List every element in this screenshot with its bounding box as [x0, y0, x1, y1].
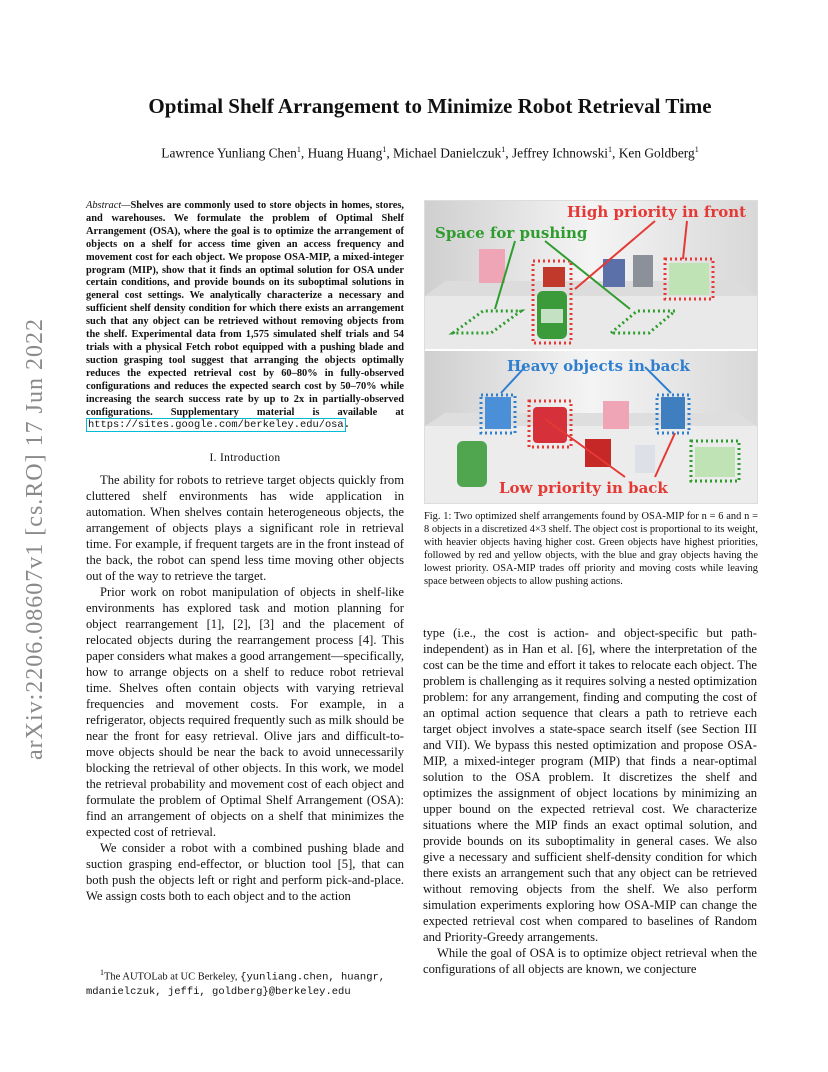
figure-caption: Fig. 1: Two optimized shelf arrangements found by OSA-MIP for n = 6 and n = 8 objects in a discretized 4×3 shelf. The object cost is proportional to its weight, with heavier objects having higher cost. Green objects have highest priorities, followed by red and yellow objects, with the blue and gray objects having the lowest priority. OSA-MIP trades off priority and moving costs while leaving space between objects to allow pushing actions. [424, 511, 758, 587]
paper-title: Optimal Shelf Arrangement to Minimize Robot Retrieval Time [148, 94, 712, 118]
footnote: $^1$The AUTOLab at UC Berkeley, {yunliang.chen, huangr, mdanielczuk, jeffi, goldberg}@berkeley.edu [86, 968, 386, 998]
left-column [86, 200, 404, 904]
label-space-pushing: Space for pushing [435, 224, 588, 242]
author: Michael Danielczuk [393, 145, 502, 161]
author-list: Lawrence Yunliang Chen$^1$, Huang Huang$^1$, Michael Danielczuk$^1$, Jeffrey Ichnowski$^1$, Ken Goldberg$^1$ [161, 145, 699, 161]
supplementary-link[interactable]: https://sites.google.com/berkeley.edu/osa [88, 419, 344, 432]
abstract-label: Abstract [86, 200, 122, 211]
paragraph: While the goal of OSA is to optimize object retrieval when the configurations of all objects are known, we conjecture [423, 946, 757, 976]
abstract: Abstract—Shelves are commonly used to store objects in homes, stores, and warehouses. We formulate the problem of Optimal Shelf Arrangement (OSA), where the goal is to optimize the arrangement of objects on a shelf for access time given an access frequency and movement cost for each object. We propose OSA-MIP, a mixed-integer program (MIP), show that it finds an optimal solution for OSA under certain conditions, and provide bounds on its suboptimal solutions in general cost settings. We analytically characterize a necessary and sufficient shelf density condition for which there exists an arrangement such that any object can be retrieved without removing objects from the shelf. Experimental data from 1,575 simulated shelf trials and 54 trials with a physical Fetch robot equipped with a pushing blade and suction grasping tool suggest that arranging the objects optimally reduces the expected retrieval cost by 60–80% in fully-observed configurations and reduces the expected search cost by 50–70% while increasing the search success rate by up to 2x in partially-observed configurations. Supplementary material is available at https://sites.google.com/berkeley.edu/osa . [86, 200, 404, 432]
shelf-illustration [425, 201, 757, 503]
author: Huang Huang [307, 145, 383, 161]
abstract-text: Shelves are commonly used to store objects in homes, stores, and warehouses. We formulate the problem of Optimal Shelf Arrangement (OSA), where the goal is to optimize the arrangement of objects on a shelf for access time given an access frequency and movement cost for each object. We propose OSA-MIP, a mixed-integer program (MIP), show that it finds an optimal solution for OSA under certain conditions, and provide bounds on its suboptimal solutions in general cost settings. We analytically characterize a necessary and sufficient shelf density condition for which there exists an arrangement such that any object can be retrieved without removing objects from the shelf. Experimental data from 1,575 simulated shelf trials and 54 trials with a physical Fetch robot equipped with a pushing blade and suction grasping tool suggest that arranging the objects optimally reduces the expected retrieval cost by 60–80% in fully-observed configurations and reduces the expected search cost by 50–70% while increasing the search success rate by up to 2x in partially-observed configurations. Supplementary material is available at [86, 200, 404, 418]
label-low-priority: Low priority in back [499, 479, 668, 497]
figure-shelf-photos [424, 200, 758, 504]
author: Lawrence Yunliang Chen [161, 145, 297, 161]
author: Ken Goldberg [618, 145, 695, 161]
section-heading: I. Introduction [209, 452, 281, 465]
paragraph: type (i.e., the cost is action- and object-specific but path-independent) as in Han et al. [6], where the interpretation of the cost can be the time and effort it takes to relocate each object. The problem is challenging as it requires solving a nested optimization problem: for any arrangement, finding and computing the cost of an optimal action sequence that clears a path to retrieve each target object involves a state-space search itself (see Section III and VII). We bypass this nested optimization and propose OSA-MIP, a mixed-integer program (MIP) that finds a near-optimal solution to the OSA problem. It discretizes the shelf and optimizes the assignment of object locations by minimizing an upper bound on the expected retrieval cost. We characterize situations where the MIP finds an exact optimal solution, and provide bounds on its suboptimality in general cases. We also give a necessary and sufficient shelf-density condition for which there exists an arrangement such that any object can be retrieved without removing objects from the shelf. We also perform simulation experiments exploring how OSA-MIP can change the expected retrieval cost when compared to baselines of Random and Priority-Greedy arrangements. [423, 626, 758, 944]
label-heavy-back: Heavy objects in back [507, 357, 690, 375]
paragraph: Prior work on robot manipulation of objects in shelf-like environments has explored task and motion planning for object rearrangement [1], [2], [3] and the placement of relocated objects during the rearrangement process [4]. This paper considers what makes a good arrangement—specifically, how to arrange objects on a shelf to reduce robot retrieval time. Shelves often contain objects with varying retrieval frequencies and movement costs. For example, in a refrigerator, objects required frequently such as milk should be near the front for easy retrieval. Olive jars and difficult-to-move objects should be near the back to avoid unnecessarily blocking the retrieval of other objects. In this work, we model the retrieval probability and movement cost of each object and formulate the problem of Optimal Shelf Arrangement (OSA): find an arrangement of objects on a shelf that minimizes the expected cost of retrieval. [86, 585, 404, 840]
author-emails: {yunliang.chen, huangr, mdanielczuk, jeffi, goldberg}@berkeley.edu [86, 971, 386, 998]
right-column-body [423, 625, 757, 977]
arxiv-identifier: arXiv:2206.08607v1 [cs.RO] 17 Jun 2022 [22, 318, 48, 760]
paragraph: The ability for robots to retrieve target objects quickly from cluttered shelf environments has wide application in automation. When shelves contain heterogeneous objects, the arrangement of objects plays a significant role in retrieval time. For example, if frequent targets are in the front instead of the back, the robot can spend less time moving other objects out of the way to retrieve the target. [86, 473, 404, 584]
author: Jeffrey Ichnowski [511, 145, 608, 161]
label-high-priority: High priority in front [567, 203, 747, 221]
paragraph: We consider a robot with a combined pushing blade and suction grasping end-effector, or bluction tool [5], that can both push the objects left or right and perform pick-and-place. We assign costs both to each object and to the action [86, 841, 404, 904]
